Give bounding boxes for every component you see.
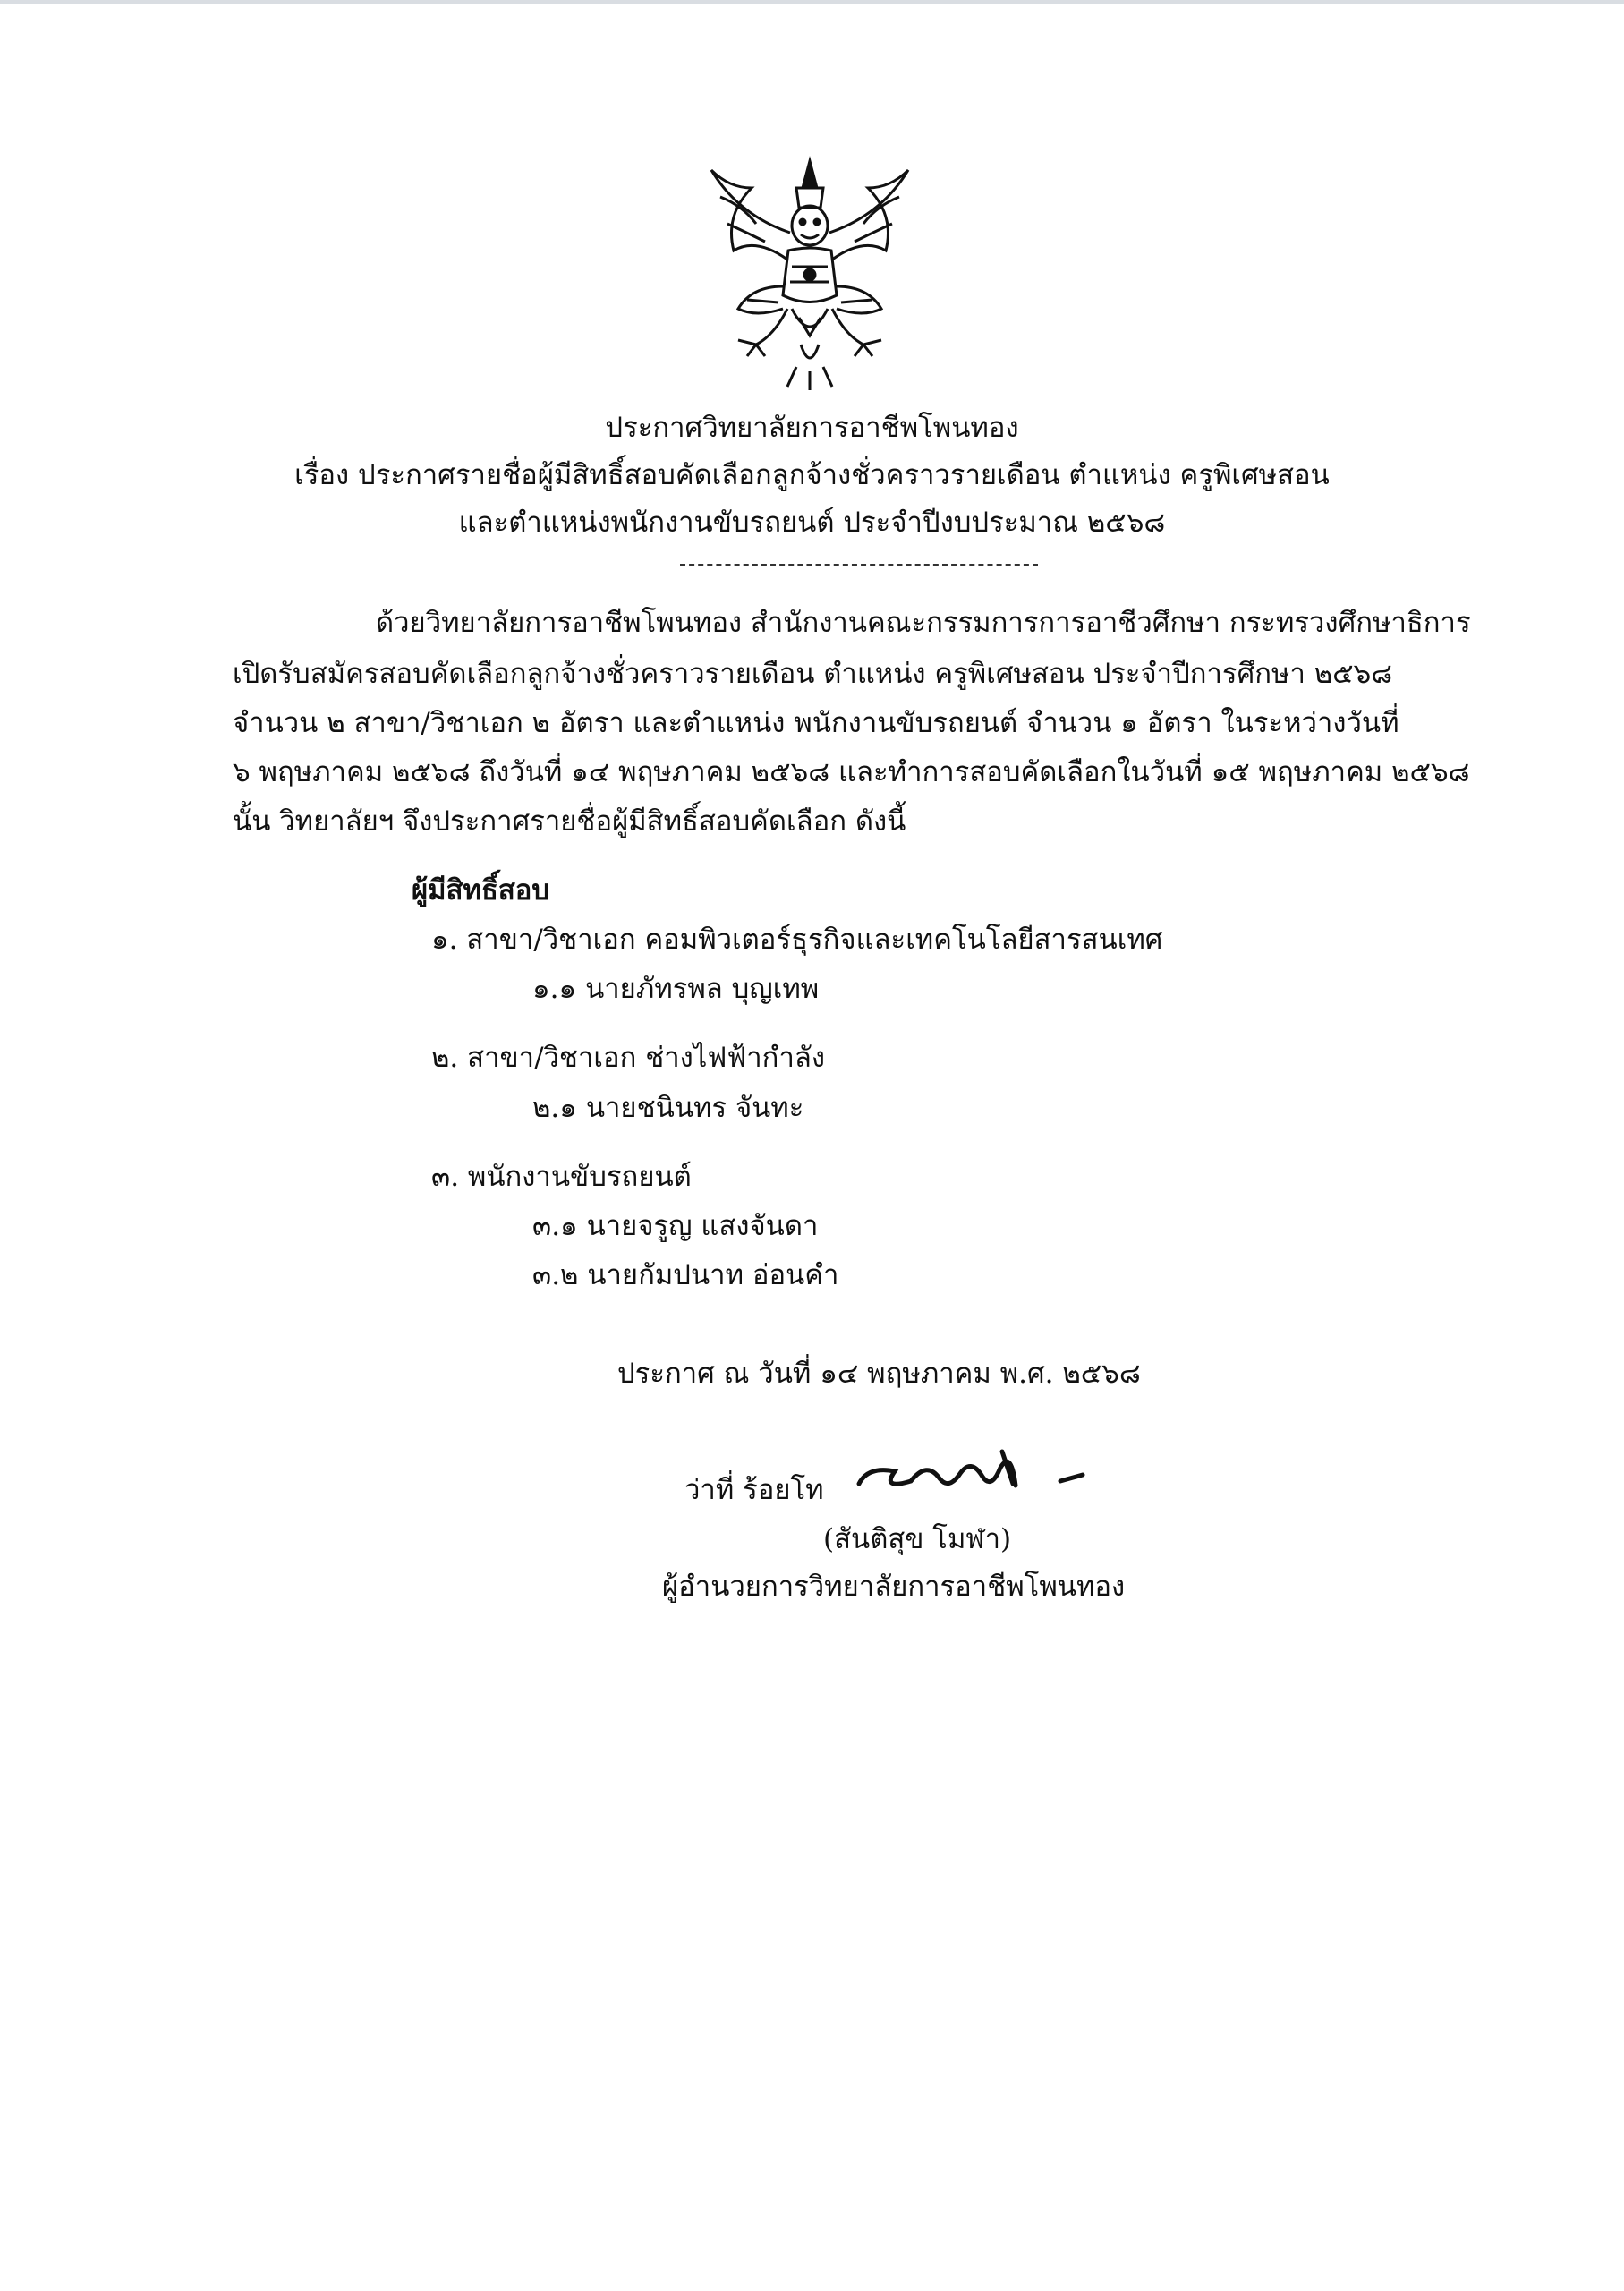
announce-date: ประกาศ ณ วันที่ ๑๔ พฤษภาคม พ.ศ. ๒๕๖๘: [617, 1358, 1141, 1390]
garuda-emblem-icon: [702, 152, 917, 394]
announcement-issuer: ประกาศวิทยาลัยการอาชีพโพนทอง: [605, 412, 1019, 444]
scan-edge: [0, 0, 1624, 4]
announcement-subject-cont: และตำแหน่งพนักงานขับรถยนต์ ประจำปีงบประมาณ ๒๕๖๘: [458, 507, 1166, 539]
group-1-title: ๑. สาขา/วิชาเอก คอมพิวเตอร์ธุรกิจและเทคโนโลยีสารสนเทศ: [431, 924, 1163, 956]
candidate-3-1: ๓.๑ นายจรูญ แสงจันดา: [532, 1210, 819, 1242]
announcement-subject: เรื่อง ประกาศรายชื่อผู้มีสิทธิ์สอบคัดเลือกลูกจ้างชั่วคราวรายเดือน ตำแหน่ง ครูพิเศษสอน: [294, 459, 1330, 491]
candidate-1-1: ๑.๑ นายภัทรพล บุญเทพ: [532, 973, 820, 1005]
handwritten-signature: [841, 1441, 1110, 1503]
candidate-2-1: ๒.๑ นายชนินทร จันทะ: [532, 1092, 804, 1124]
group-3-title: ๓. พนักงานขับรถยนต์: [431, 1161, 692, 1193]
header-divider: [680, 564, 1038, 566]
body-line-2: เปิดรับสมัครสอบคัดเลือกลูกจ้างชั่วคราวรายเดือน ตำแหน่ง ครูพิเศษสอน ประจำปีการศึกษา ๒๕๖๘: [233, 658, 1393, 690]
body-line-5: นั้น วิทยาลัยฯ จึงประกาศรายชื่อผู้มีสิทธิ์สอบคัดเลือก ดังนี้: [233, 805, 906, 838]
group-2-title: ๒. สาขา/วิชาเอก ช่างไฟฟ้ากำลัง: [431, 1042, 825, 1074]
body-line-3: จำนวน ๒ สาขา/วิชาเอก ๒ อัตรา และตำแหน่ง พนักงานขับรถยนต์ จำนวน ๑ อัตรา ในระหว่างวันที่: [233, 707, 1399, 739]
body-line-1: ด้วยวิทยาลัยการอาชีพโพนทอง สำนักงานคณะกรรมการการอาชีวศึกษา กระทรวงศึกษาธิการ: [376, 607, 1471, 639]
signer-title: ผู้อำนวยการวิทยาลัยการอาชีพโพนทอง: [662, 1571, 1126, 1603]
body-line-4: ๖ พฤษภาคม ๒๕๖๘ ถึงวันที่ ๑๔ พฤษภาคม ๒๕๖๘ และทำการสอบคัดเลือกในวันที่ ๑๕ พฤษภาคม ๒๕๖๘: [233, 756, 1470, 788]
eligible-heading: ผู้มีสิทธิ์สอบ: [412, 874, 550, 907]
candidate-3-2: ๓.๒ นายกัมปนาท อ่อนคำ: [532, 1259, 839, 1291]
signer-name: (สันติสุข โมฬา): [823, 1523, 1012, 1555]
signer-rank: ว่าที่ ร้อยโท: [684, 1474, 824, 1506]
